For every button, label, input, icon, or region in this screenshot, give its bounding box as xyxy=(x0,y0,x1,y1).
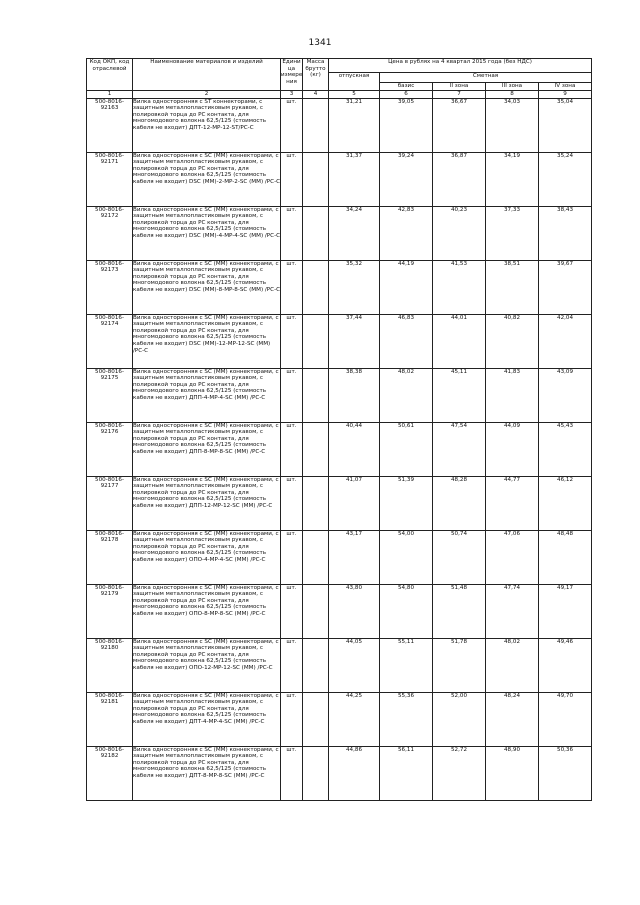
item-unit: шт. xyxy=(281,530,303,584)
item-mass xyxy=(303,314,329,368)
column-number: 1 xyxy=(87,91,133,99)
table-row xyxy=(87,260,592,314)
item-code: 500-8016-92181 xyxy=(87,692,133,746)
item-code: 500-8016-92178 xyxy=(87,530,133,584)
item-mass xyxy=(303,98,329,152)
item-unit: шт. xyxy=(281,152,303,206)
price-base-zone: 56,11 xyxy=(380,746,433,800)
item-name: Вилка односторонняя с SC (MM) коннекторами, с защитным металлопластиковым рукавом, с полировкой торца до PC контакта, для многомодового волокна 62,5/125 (стоимость кабеля не входит) ДПП-12-MP-12-SC (MM) /PC-C xyxy=(133,476,281,530)
price-zone-2: 47,54 xyxy=(433,422,486,476)
item-code: 500-8016-92182 xyxy=(87,746,133,800)
price-base-zone: 42,83 xyxy=(380,206,433,260)
price-zone-4: 49,46 xyxy=(539,638,592,692)
table-row xyxy=(87,314,592,368)
item-name: Вилка односторонняя с SC (MM) коннекторами, с защитным металлопластиковым рукавом, с полировкой торца до PC контакта, для многомодового волокна 62,5/125 (стоимость кабеля не входит) ОПО-12-MP-12-SC (MM) /PC-C xyxy=(133,638,281,692)
price-zone-3: 48,24 xyxy=(486,692,539,746)
item-name: Вилка односторонняя с SC (MM) коннекторами, с защитным металлопластиковым рукавом, с полировкой торца до PC контакта, для многомодового волокна 62,5/125 (стоимость кабеля не входит) ДПТ-8-MP-8-SC (MM) /PC-C xyxy=(133,746,281,800)
price-zone-2: 41,53 xyxy=(433,260,486,314)
price-zone-3: 34,19 xyxy=(486,152,539,206)
column-number-row xyxy=(87,91,592,99)
price-release: 40,44 xyxy=(329,422,380,476)
table-row xyxy=(87,746,592,800)
header-zone-4: IV зона xyxy=(539,83,592,91)
header-name: Наименование материалов и изделий xyxy=(133,59,281,91)
item-code: 500-8016-92179 xyxy=(87,584,133,638)
price-zone-2: 50,74 xyxy=(433,530,486,584)
price-base-zone: 46,83 xyxy=(380,314,433,368)
price-zone-4: 35,24 xyxy=(539,152,592,206)
item-mass xyxy=(303,530,329,584)
item-name: Вилка односторонняя с SC (MM) коннекторами, с защитным металлопластиковым рукавом, с полировкой торца до PC контакта, для многомодового волокна 62,5/125 (стоимость кабеля не входит) DSC (MM)-2-MP-2-SC (MM) /PC-C xyxy=(133,152,281,206)
item-unit: шт. xyxy=(281,314,303,368)
table-row xyxy=(87,152,592,206)
price-release: 35,32 xyxy=(329,260,380,314)
column-number: 4 xyxy=(303,91,329,99)
price-base-zone: 55,11 xyxy=(380,638,433,692)
item-unit: шт. xyxy=(281,260,303,314)
item-code: 500-8016-92177 xyxy=(87,476,133,530)
price-zone-4: 43,09 xyxy=(539,368,592,422)
item-unit: шт. xyxy=(281,638,303,692)
column-number: 3 xyxy=(281,91,303,99)
price-zone-4: 48,48 xyxy=(539,530,592,584)
price-release: 31,37 xyxy=(329,152,380,206)
item-mass xyxy=(303,206,329,260)
item-code: 500-8016-92174 xyxy=(87,314,133,368)
price-base-zone: 39,05 xyxy=(380,98,433,152)
header-zone-base: базис xyxy=(380,83,433,91)
price-release: 43,80 xyxy=(329,584,380,638)
price-zone-3: 34,03 xyxy=(486,98,539,152)
table-row xyxy=(87,422,592,476)
price-zone-2: 52,72 xyxy=(433,746,486,800)
item-mass xyxy=(303,638,329,692)
price-release: 41,07 xyxy=(329,476,380,530)
item-code: 500-8016-92176 xyxy=(87,422,133,476)
item-mass xyxy=(303,422,329,476)
header-unit: Едини ца измере ния xyxy=(281,59,303,91)
price-zone-3: 48,90 xyxy=(486,746,539,800)
item-mass xyxy=(303,152,329,206)
price-zone-4: 49,70 xyxy=(539,692,592,746)
item-name: Вилка односторонняя с SC (MM) коннекторами, с защитным металлопластиковым рукавом, с полировкой торца до PC контакта, для многомодового волокна 62,5/125 (стоимость кабеля не входит) ОПО-8-MP-8-SC (MM) /PC-C xyxy=(133,584,281,638)
item-code: 500-8016-92180 xyxy=(87,638,133,692)
price-base-zone: 54,80 xyxy=(380,584,433,638)
price-release: 44,86 xyxy=(329,746,380,800)
table-row xyxy=(87,692,592,746)
item-unit: шт. xyxy=(281,368,303,422)
price-release: 34,24 xyxy=(329,206,380,260)
price-base-zone: 51,39 xyxy=(380,476,433,530)
price-zone-3: 37,33 xyxy=(486,206,539,260)
table-row xyxy=(87,584,592,638)
column-number: 9 xyxy=(539,91,592,99)
item-unit: шт. xyxy=(281,584,303,638)
price-zone-4: 46,12 xyxy=(539,476,592,530)
price-zone-3: 41,83 xyxy=(486,368,539,422)
header-release: отпускная xyxy=(329,73,380,91)
price-zone-3: 38,51 xyxy=(486,260,539,314)
price-base-zone: 44,19 xyxy=(380,260,433,314)
header-zone-3: III зона xyxy=(486,83,539,91)
price-zone-4: 49,17 xyxy=(539,584,592,638)
price-zone-4: 35,04 xyxy=(539,98,592,152)
header-mass: Масса брутто (кг) xyxy=(303,59,329,91)
price-zone-2: 52,00 xyxy=(433,692,486,746)
item-name: Вилка односторонняя с SC (MM) коннекторами, с защитным металлопластиковым рукавом, с полировкой торца до PC контакта, для многомодового волокна 62,5/125 (стоимость кабеля не входит) ОПО-4-MP-4-SC (MM) /PC-C xyxy=(133,530,281,584)
item-code: 500-8016-92175 xyxy=(87,368,133,422)
table-row xyxy=(87,206,592,260)
item-mass xyxy=(303,368,329,422)
price-release: 44,25 xyxy=(329,692,380,746)
item-code: 500-8016-92172 xyxy=(87,206,133,260)
item-name: Вилка односторонняя с ST коннекторами, с защитным металлопластиковым рукавом, с полировкой торца до PC контакта, для многомодового волокна 62,5/125 (стоимость кабеля не входит) ДПТ-12-МР-12-ST/PC-C xyxy=(133,98,281,152)
table-row xyxy=(87,476,592,530)
price-release: 31,21 xyxy=(329,98,380,152)
price-zone-2: 36,87 xyxy=(433,152,486,206)
price-zone-2: 40,23 xyxy=(433,206,486,260)
column-number: 7 xyxy=(433,91,486,99)
header-code: Код ОКП, код отраслевой xyxy=(87,59,133,91)
column-number: 6 xyxy=(380,91,433,99)
item-unit: шт. xyxy=(281,476,303,530)
price-zone-3: 44,09 xyxy=(486,422,539,476)
item-mass xyxy=(303,584,329,638)
table-row xyxy=(87,368,592,422)
price-zone-3: 47,74 xyxy=(486,584,539,638)
price-release: 37,44 xyxy=(329,314,380,368)
item-name: Вилка односторонняя с SC (MM) коннекторами, с защитным металлопластиковым рукавом, с полировкой торца до PC контакта, для многомодового волокна 62,5/125 (стоимость кабеля не входит) DSC (MM)-4-MP-4-SC (MM) /PC-C xyxy=(133,206,281,260)
price-table xyxy=(86,58,592,801)
item-unit: шт. xyxy=(281,98,303,152)
price-zone-2: 48,28 xyxy=(433,476,486,530)
table-row xyxy=(87,530,592,584)
item-name: Вилка односторонняя с SC (MM) коннекторами, с защитным металлопластиковым рукавом, с полировкой торца до PC контакта, для многомодового волокна 62,5/125 (стоимость кабеля не входит) ДПТ-4-MP-4-SC (MM) /PC-C xyxy=(133,692,281,746)
price-zone-4: 38,43 xyxy=(539,206,592,260)
price-zone-2: 51,78 xyxy=(433,638,486,692)
price-release: 38,38 xyxy=(329,368,380,422)
column-number: 5 xyxy=(329,91,380,99)
header-estimate: Сметная xyxy=(380,73,592,83)
price-zone-4: 42,04 xyxy=(539,314,592,368)
price-base-zone: 55,36 xyxy=(380,692,433,746)
table-row xyxy=(87,98,592,152)
price-base-zone: 48,02 xyxy=(380,368,433,422)
price-zone-2: 51,48 xyxy=(433,584,486,638)
item-name: Вилка односторонняя с SC (MM) коннекторами, с защитным металлопластиковым рукавом, с полировкой торца до PC контакта, для многомодового волокна 62,5/125 (стоимость кабеля не входит) DSC (MM)-12-MP-12-SC (MM) /PC-C xyxy=(133,314,281,368)
price-base-zone: 54,00 xyxy=(380,530,433,584)
price-base-zone: 50,61 xyxy=(380,422,433,476)
item-mass xyxy=(303,260,329,314)
item-code: 500-8016-92173 xyxy=(87,260,133,314)
item-code: 500-8016-92163 xyxy=(87,98,133,152)
price-zone-2: 36,67 xyxy=(433,98,486,152)
item-mass xyxy=(303,476,329,530)
item-name: Вилка односторонняя с SC (MM) коннекторами, с защитным металлопластиковым рукавом, с полировкой торца до PC контакта, для многомодового волокна 62,5/125 (стоимость кабеля не входит) ДПП-8-MP-8-SC (MM) /PC-C xyxy=(133,422,281,476)
item-unit: шт. xyxy=(281,422,303,476)
price-base-zone: 39,24 xyxy=(380,152,433,206)
price-zone-3: 44,77 xyxy=(486,476,539,530)
price-release: 43,17 xyxy=(329,530,380,584)
price-zone-3: 48,02 xyxy=(486,638,539,692)
item-mass xyxy=(303,746,329,800)
price-zone-3: 40,82 xyxy=(486,314,539,368)
item-code: 500-8016-92171 xyxy=(87,152,133,206)
price-release: 44,05 xyxy=(329,638,380,692)
item-unit: шт. xyxy=(281,206,303,260)
price-zone-4: 45,43 xyxy=(539,422,592,476)
item-name: Вилка односторонняя с SC (MM) коннекторами, с защитным металлопластиковым рукавом, с полировкой торца до PC контакта, для многомодового волокна 62,5/125 (стоимость кабеля не входит) DSC (MM)-8-MP-8-SC (MM) /PC-C xyxy=(133,260,281,314)
column-number: 8 xyxy=(486,91,539,99)
price-zone-4: 50,36 xyxy=(539,746,592,800)
item-unit: шт. xyxy=(281,692,303,746)
column-number: 2 xyxy=(133,91,281,99)
item-name: Вилка односторонняя с SC (MM) коннекторами, с защитным металлопластиковым рукавом, с полировкой торца до PC контакта, для многомодового волокна 62,5/125 (стоимость кабеля не входит) ДПП-4-MP-4-SC (MM) /PC-C xyxy=(133,368,281,422)
price-zone-2: 45,11 xyxy=(433,368,486,422)
price-zone-2: 44,01 xyxy=(433,314,486,368)
header-zone-2: II зона xyxy=(433,83,486,91)
header-price-title: Цена в рублях на 4 квартал 2015 года (без НДС) xyxy=(329,59,592,73)
price-zone-4: 39,67 xyxy=(539,260,592,314)
item-unit: шт. xyxy=(281,746,303,800)
price-zone-3: 47,06 xyxy=(486,530,539,584)
table-row xyxy=(87,638,592,692)
item-mass xyxy=(303,692,329,746)
page-number: 1341 xyxy=(308,38,332,48)
